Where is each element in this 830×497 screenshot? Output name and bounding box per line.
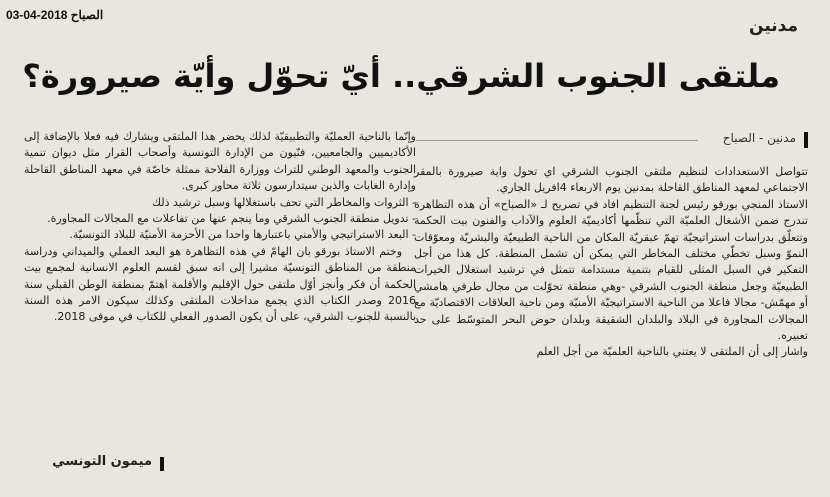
byline: مدنين - الصباح — [722, 131, 796, 145]
paragraph: وإنّما بالناحية العمليّة والتطبيقيّة لذلك يحضر هذا الملتقى ويشارك فيه فعلا بالإضافة إلى الأكاديميين والجامعيين، فنّيون من الإدارة التونسية وأصحاب القرار مثل ديوان تنمية الجنوب والمعهد الوطني للتراث ووزارة الفلاحة ممثلة خاصّة في معهد المناطق القاحلة وإدارة الغابات والذين سيتدارسون ثلاثة محاور كبرى. — [24, 130, 416, 193]
article-headline: ملتقى الجنوب الشرقي.. أيّ تحوّل وأيّة صيرورة؟ — [22, 57, 780, 95]
bullet-item: - الثروات والمخاطر التي تحف باستغلالها وسبل ترشيد ذلك — [152, 195, 416, 209]
author-block — [24, 454, 164, 474]
article-column-left — [24, 129, 416, 326]
section-kicker: مدنين — [749, 16, 798, 36]
author-name: ميمون التونسي — [52, 454, 152, 469]
byline-marker — [804, 132, 808, 148]
publication-date: 2018-04-03 — [6, 8, 68, 22]
article-column-right — [414, 164, 808, 361]
paragraph: واشار إلى أن الملتقى لا يعتني بالناحية العلميّة من أجل العلم — [536, 345, 808, 359]
author-marker — [160, 457, 164, 471]
clipping-header — [6, 8, 103, 22]
paragraph: الاستاذ المنجي بورقو رئيس لجنة التنظيم افاد في تصريح لـ «الصباح» أن هذه التظاهرة تندرج ضمن الأشغال العلميّة التي تنظّمها أكاديميّة العلوم والآداب والفنون بيت الحكمة وتتعلّق بدراسات استراتيجيّة تهمّ عبقريّة المكان من الناحية الطبيعيّة والبشريّة ومعوّقات النموّ وسبل تخطّي مختلف المخاطر التي يمكن أن تشمل المنطقة. كل هذا من أجل التفكير في السبل المثلى للقيام بتنمية مستدامة تتمثل في ترشيد استغلال الخيرات الطبيعيّة وجعل منطقة الجنوب الشرقي -وهي منطقة تحوّلت من مجال طرفي هامشي أو مهمّش- مجالا فاعلا من الناحية الاستراتيجيّة الأمنيّة ومن ناحية العلاقات الاقتصاديّة مع المجالات المجاورة في البلاد والبلدان الشقيقة وبلدان حوض البحر المتوسّط على حد تعبيره. — [414, 197, 808, 343]
byline-block — [416, 128, 808, 154]
bullet-item: - تدويل منطقة الجنوب الشرقي وما ينجم عنها من تفاعلات مع المجالات المجاورة. — [47, 212, 416, 226]
publication-name: الصباح — [70, 8, 104, 22]
paragraph: تتواصل الاستعدادات لتنظيم ملتقى الجنوب الشرقي اي تحول واية صيرورة بالمقر الاجتماعي لمعهد المناطق القاحلة بمدنين يوم الاربعاء 4افريل الجاري. — [414, 165, 808, 195]
byline-rule — [416, 140, 698, 141]
bullet-item: - البعد الاستراتيجي والأمني باعتبارها واحدا من الأحزمة الأمنيّة للبلاد التونسيّة. — [69, 228, 416, 242]
paragraph: وختم الاستاذ بورقو بان الهامّ في هذه التظاهرة هو البعد العملي والميداني ودراسة منطقة من المناطق التونسيّة مشيرا إلى انه سبق لقسم العلوم الانسانية لمجمع بيت الحكمة أن فكر وأنجز أوّل ملتقى حول الإقليم والأقلمة اهتمّ بمنطقة الوطن القبلي سنة 2016 وصدر الكتاب الذي يجمع مداخلات الملتقى وكذلك سيكون الامر هذه السنة بالنسبة للجنوب الشرقي، على أن يكون الصدور الفعلي للكتاب في موفى 2018. — [24, 244, 416, 324]
